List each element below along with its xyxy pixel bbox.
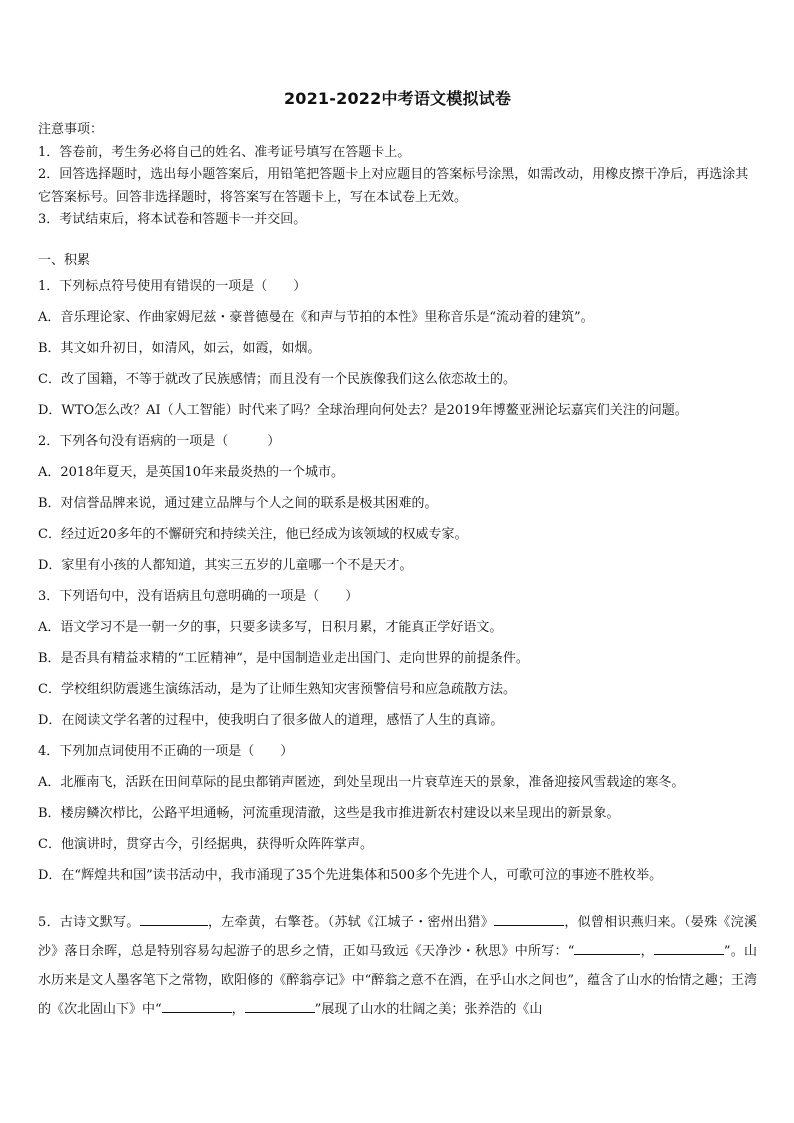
question-2-stem: 2．下列各句没有语病的一项是（ ） — [38, 433, 281, 449]
notice-item-2: 2．回答选择题时，选出每小题答案后，用铅笔把答题卡上对应题目的答案标号涂黑，如需改动，用橡皮擦干净后，再选涂其它答案标号。回答非选择题时，将答案写在答题卡上，写在本试卷上无效。 — [38, 167, 749, 205]
q5-text-5: ”。山水历来是文人墨客笔下之常物，欧阳修的《醉翁亭记》中“醉翁之意不在酒，在乎山水之间也”，蕴含了山水的怡情之趣；王湾的《次北固山下》中“ — [38, 943, 757, 1017]
q5-text-2: ，左牵黄，右擎苍。（苏轼《江城子・密州出猎》 — [207, 914, 495, 930]
q5-text-6: ， — [231, 1001, 245, 1017]
question-4-option-b: B．楼房鳞次栉比，公路平坦通畅，河流重现清澈，这些是我市推进新农村建设以来呈现出的新景象。 — [38, 805, 620, 821]
question-4-stem: 4．下列加点词使用不正确的一项是（ ） — [38, 743, 294, 759]
notice-item-1: 1．答卷前，考生务必将自己的姓名、准考证号填写在答题卡上。 — [38, 144, 411, 160]
question-4-option-a: A．北雁南飞，活跃在田间草际的昆虫都销声匿迹，到处呈现出一片衰草连天的景象，准备迎接风雪载途的寒冬。 — [38, 774, 685, 790]
question-3-option-a: A．语文学习不是一朝一夕的事，只要多读多写，日积月累，才能真正学好语文。 — [38, 619, 503, 635]
question-3-option-d: D．在阅读文学名著的过程中，使我明白了很多做人的道理，感悟了人生的真谛。 — [38, 712, 504, 728]
q5-text-4: ， — [640, 943, 654, 959]
question-1-option-c: C．改了国籍，不等于就改了民族感情；而且没有一个民族像我们这么依恋故土的。 — [38, 371, 516, 387]
q5-blank-6 — [245, 998, 315, 1013]
question-1-stem: 1．下列标点符号使用有错误的一项是（ ） — [38, 278, 307, 294]
notice-item-3: 3．考试结束后，将本试卷和答题卡一并交回。 — [38, 212, 307, 227]
q5-text-7: ”展现了山水的壮阔之美；张养浩的《山 — [314, 1001, 543, 1017]
q5-blank-3 — [574, 940, 640, 955]
question-3-option-c: C．学校组织防震逃生演练活动，是为了让师生熟知灾害预警信号和应急疏散方法。 — [38, 681, 516, 697]
notice-block — [38, 119, 757, 232]
question-2-option-a: A．2018年夏天，是英国10年来最炎热的一个城市。 — [38, 464, 345, 480]
q5-text-3: ，似曾相识燕归来。（晏殊《浣溪沙》落日余晖，总是特别容易勾起游子的思乡之情，正如马致远《天净沙・秋思》中所写：“ — [38, 914, 757, 959]
question-2-option-b: B．对信誉品牌来说，通过建立品牌与个人之间的联系是极其困难的。 — [38, 495, 438, 511]
q5-blank-2 — [494, 911, 564, 926]
section-heading: 一、积累 — [38, 252, 91, 268]
q5-blank-1 — [140, 911, 208, 926]
question-2-option-d: D．家里有小孩的人都知道，其实三五岁的儿童哪一个不是天才。 — [38, 557, 413, 573]
question-list — [38, 271, 757, 891]
exam-title: 2021-2022中考语文模拟试卷 — [283, 89, 512, 108]
question-2-option-c: C．经过近20多年的不懈研究和持续关注，他已经成为该领域的权威专家。 — [38, 526, 468, 542]
question-5-cloze — [38, 908, 757, 1024]
question-4-option-c: C．他演讲时，贯穿古今，引经据典，获得听众阵阵掌声。 — [38, 836, 373, 852]
question-3-stem: 3．下列语句中，没有语病且句意明确的一项是（ ） — [38, 588, 359, 604]
question-1-option-d: D．WTO怎么改？AI（人工智能）时代来了吗？全球治理向何处去？是2019年博鳌亚洲论坛嘉宾们关注的问题。 — [38, 402, 688, 418]
question-3-option-b: B．是否具有精益求精的“工匠精神”，是中国制造业走出国门、走向世界的前提条件。 — [38, 650, 529, 666]
q5-blank-4 — [654, 940, 724, 955]
notice-heading: 注意事项： — [38, 122, 104, 137]
q5-text-1: 5．古诗文默写。 — [38, 914, 140, 930]
question-1-option-a: A．音乐理论家、作曲家姆尼兹・豪普德曼在《和声与节拍的本性》里称音乐是“流动着的建筑”。 — [38, 309, 594, 325]
q5-blank-5 — [162, 998, 232, 1013]
question-4-option-d: D．在“辉煌共和国”读书活动中，我市涌现了35个先进集体和500多个先进个人，可歌可泣的事迹不胜枚举。 — [38, 867, 663, 883]
question-1-option-b: B．其文如升初日，如清风，如云，如霞，如烟。 — [38, 340, 321, 356]
